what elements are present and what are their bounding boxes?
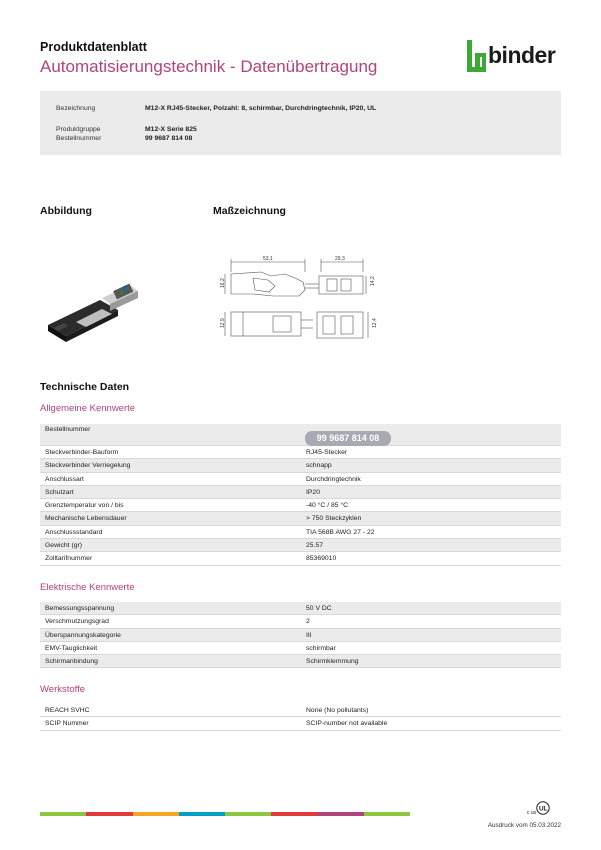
table-row: Anschlussart Durchdringtechnik [40,473,561,486]
doc-label: Produktdatenblatt [40,40,147,54]
cert-text: c us [527,810,537,815]
logo-mark-icon [466,40,488,72]
table-row: Grenztemperatur von / bis -40 °C / 85 °C [40,499,561,512]
table-row: Bestellnummer 99 9687 814 08 [40,424,561,446]
dim-lower-right: 12,4 [372,318,378,328]
order-number-badge: 99 9687 814 08 [305,431,391,446]
table-row: SCIP Nummer SCIP-number not available [40,717,561,730]
table-allgemein [40,424,561,566]
table-row: Verschmutzungsgrad 2 [40,615,561,628]
section-technische-daten: Technische Daten [40,381,130,393]
table-row: Schutzart IP20 [40,486,561,499]
logo-text: binder [488,42,556,68]
colorbar-segment [86,812,132,816]
info-row-produktgruppe: Produktgruppe M12-X Serie 825 [56,126,197,133]
table-elektrisch [40,602,561,668]
dim-height-right: 14,2 [370,276,376,286]
colorbar-segment [40,812,86,816]
dim-height-left: 16,2 [220,278,226,288]
table-row: Gewicht (gr) 25.57 [40,539,561,552]
footer-colorbar [40,812,410,816]
colorbar-segment [133,812,179,816]
category-elektrisch: Elektrische Kennwerte [40,582,135,593]
category-allgemein: Allgemeine Kennwerte [40,403,136,414]
table-werkstoffe [40,704,561,731]
table-row: EMV-Tauglichkeit schirmbar [40,642,561,655]
table-row: Zolltarifnummer 85369010 [40,552,561,565]
table-row: Mechanische Lebensdauer > 750 Steckzyklen [40,512,561,525]
table-row: REACH SVHC None (No pollutants) [40,704,561,717]
ul-certification-icon [526,801,560,815]
dimension-drawing [213,250,378,350]
table-row: Bemessungsspannung 50 V DC [40,602,561,615]
info-row-bestellnummer: Bestellnummer 99 9687 814 08 [56,135,193,142]
colorbar-segment [318,812,364,816]
table-row: Überspannungskategorie III [40,629,561,642]
info-row-bezeichnung: Bezeichnung M12-X RJ45-Stecker, Polzahl: 8, schirmbar, Durchdringtechnik, IP20, UL [56,105,377,112]
binder-logo [466,40,566,72]
dim-lower-left: 12,9 [220,318,226,328]
print-date: Ausdruck vom 05.03.2022 [487,822,561,829]
category-werkstoffe: Werkstoffe [40,684,86,695]
product-info-box [40,91,561,155]
product-photo [40,270,150,345]
page-title: Automatisierungstechnik - Datenübertragung [40,57,378,76]
table-row: Anschlussstandard TIA 568B AWG 27 - 22 [40,526,561,539]
svg-text:UL: UL [539,805,548,813]
colorbar-segment [271,812,317,816]
dim-width-right: 29,3 [335,256,345,262]
dim-length: 53,1 [263,256,273,262]
colorbar-segment [364,812,410,816]
table-row: Steckverbinder-Bauform RJ45-Stecker [40,446,561,459]
colorbar-segment [225,812,271,816]
table-row: Schirmanbindung Schirmklemmung [40,655,561,668]
section-abbildung: Abbildung [40,205,92,217]
table-row: Steckverbinder Verriegelung schnapp [40,459,561,472]
colorbar-segment [179,812,225,816]
section-masszeichnung: Maßzeichnung [213,205,286,217]
